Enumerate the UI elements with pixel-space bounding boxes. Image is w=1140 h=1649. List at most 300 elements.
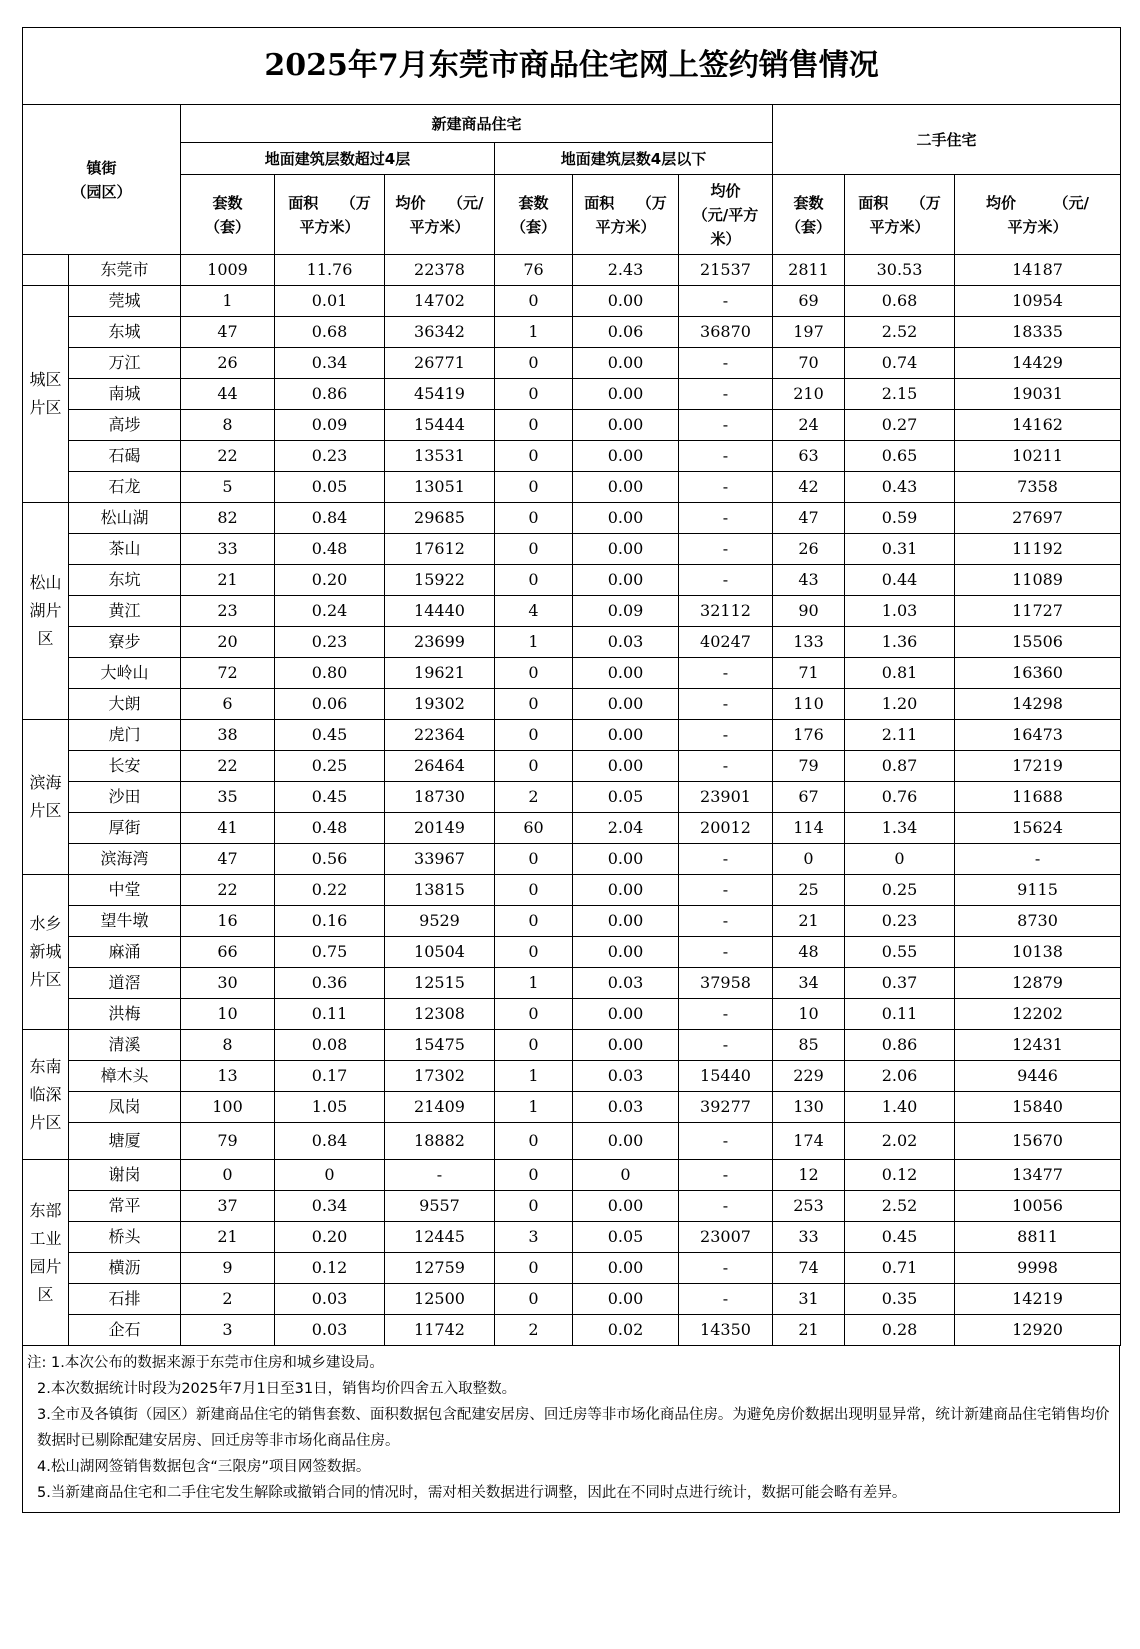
table-cell: 0.00	[573, 875, 679, 906]
town-name: 企石	[69, 1315, 181, 1346]
table-cell: 0.68	[275, 317, 385, 348]
table-cell: 10211	[955, 441, 1121, 472]
table-cell: 174	[773, 1123, 845, 1160]
table-cell: 0.00	[573, 441, 679, 472]
zone-label: 滨海片区	[23, 720, 69, 875]
table-cell: 14350	[679, 1315, 773, 1346]
note-item: 5.当新建商品住宅和二手住宅发生解除或撤销合同的情况时，需对相关数据进行调整，因此在不同时点进行统计，数据可能会略有差异。	[37, 1485, 907, 1501]
table-cell: 63	[773, 441, 845, 472]
table-cell: 0.35	[845, 1284, 955, 1315]
table-cell: 21	[181, 565, 275, 596]
table-row	[23, 1222, 1121, 1253]
table-cell: 42	[773, 472, 845, 503]
table-cell: 15670	[955, 1123, 1121, 1160]
table-cell: 0.03	[573, 968, 679, 999]
table-cell: 0.00	[573, 348, 679, 379]
table-cell: 0.00	[573, 472, 679, 503]
town-name: 茶山	[69, 534, 181, 565]
col-header-line: 套数	[793, 193, 824, 212]
table-cell: 19302	[385, 689, 495, 720]
table-cell: 71	[773, 658, 845, 689]
town-name: 凤岗	[69, 1092, 181, 1123]
table-cell: 18730	[385, 782, 495, 813]
town-name: 塘厦	[69, 1123, 181, 1160]
table-cell: 82	[181, 503, 275, 534]
col-header-line: 平方米）	[869, 217, 930, 236]
table-cell: 12445	[385, 1222, 495, 1253]
table-cell: 79	[181, 1123, 275, 1160]
col-header-line: 平方米）	[1007, 217, 1068, 236]
table-cell: 15475	[385, 1030, 495, 1061]
town-name: 桥头	[69, 1222, 181, 1253]
table-cell: -	[679, 658, 773, 689]
town-name: 石碣	[69, 441, 181, 472]
table-row-city	[23, 255, 1121, 286]
town-name: 黄江	[69, 596, 181, 627]
town-name: 厚街	[69, 813, 181, 844]
table-cell: 43	[773, 565, 845, 596]
table-cell: 0.75	[275, 937, 385, 968]
table-cell: 22	[181, 441, 275, 472]
table-cell: 110	[773, 689, 845, 720]
table-cell: 197	[773, 317, 845, 348]
table-cell: -	[679, 1284, 773, 1315]
table-cell: -	[679, 534, 773, 565]
table-cell: 11688	[955, 782, 1121, 813]
table-cell: 7358	[955, 472, 1121, 503]
table-row	[23, 720, 1121, 751]
table-cell: 11742	[385, 1315, 495, 1346]
table-cell: 0.00	[573, 720, 679, 751]
table-cell: 0.09	[573, 596, 679, 627]
table-cell: 0	[773, 844, 845, 875]
table-cell: 0.00	[573, 1253, 679, 1284]
table-cell: 6	[181, 689, 275, 720]
table-cell: 12431	[955, 1030, 1121, 1061]
table-row	[23, 1160, 1121, 1191]
table-cell: 1.20	[845, 689, 955, 720]
city-name: 东莞市	[69, 255, 181, 286]
table-cell: 0	[495, 379, 573, 410]
table-cell: 14702	[385, 286, 495, 317]
table-cell: 2.43	[573, 255, 679, 286]
table-row	[23, 1092, 1121, 1123]
table-row	[23, 689, 1121, 720]
table-cell: 1.34	[845, 813, 955, 844]
zone-label: 松山湖片区	[23, 503, 69, 720]
table-cell: 0.00	[573, 503, 679, 534]
table-row	[23, 379, 1121, 410]
table-cell: 0	[495, 1191, 573, 1222]
sales-table	[22, 27, 1121, 1346]
table-cell: 1	[495, 1092, 573, 1123]
table-cell: 47	[181, 844, 275, 875]
table-cell: 23	[181, 596, 275, 627]
table-cell: 0.16	[275, 906, 385, 937]
table-cell: 13	[181, 1061, 275, 1092]
notes-section	[22, 1346, 1120, 1513]
table-cell: 0.87	[845, 751, 955, 782]
town-name: 虎门	[69, 720, 181, 751]
col-header-line: 均价 （元/	[395, 193, 484, 212]
col-header-under4-price	[679, 175, 773, 255]
col-header-line: 均价	[710, 181, 741, 200]
table-cell: 12515	[385, 968, 495, 999]
table-cell: 66	[181, 937, 275, 968]
table-cell: 1.05	[275, 1092, 385, 1123]
table-cell: 0.25	[845, 875, 955, 906]
table-cell: 13531	[385, 441, 495, 472]
table-cell: 67	[773, 782, 845, 813]
col-header-under4-area	[573, 175, 679, 255]
col-header-line: 平方米）	[299, 217, 360, 236]
table-cell: 0.23	[275, 441, 385, 472]
table-cell: 0	[495, 658, 573, 689]
table-cell: 13051	[385, 472, 495, 503]
table-cell: 0.00	[573, 1191, 679, 1222]
table-cell: 0.00	[573, 658, 679, 689]
note-item: 3.全市及各镇街（园区）新建商品住宅的销售套数、面积数据包含配建安居房、回迁房等非市场化商品住房。为避免房价数据出现明显异常，统计新建商品住宅销售均价数据时已剔除配建安居房、回迁房等非市场化商品住房。	[37, 1407, 1110, 1449]
table-cell: 2	[181, 1284, 275, 1315]
table-cell: 12500	[385, 1284, 495, 1315]
table-cell: 0.45	[845, 1222, 955, 1253]
table-cell: 0.00	[573, 751, 679, 782]
table-cell: 15840	[955, 1092, 1121, 1123]
table-cell: 2.52	[845, 317, 955, 348]
town-name: 石龙	[69, 472, 181, 503]
table-cell: 23901	[679, 782, 773, 813]
table-cell: 36870	[679, 317, 773, 348]
table-cell: 30	[181, 968, 275, 999]
table-cell: 14298	[955, 689, 1121, 720]
col-header-line: 平方米）	[595, 217, 656, 236]
table-cell: 10954	[955, 286, 1121, 317]
table-cell: 20149	[385, 813, 495, 844]
table-cell: 1009	[181, 255, 275, 286]
table-cell: 0.48	[275, 534, 385, 565]
region-header-line1: 镇街	[86, 158, 117, 177]
town-name: 南城	[69, 379, 181, 410]
table-cell: -	[679, 379, 773, 410]
town-name: 麻涌	[69, 937, 181, 968]
table-cell: 26464	[385, 751, 495, 782]
page-title: 2025年7月东莞市商品住宅网上签约销售情况	[23, 28, 1121, 105]
table-cell: 1	[495, 627, 573, 658]
col-header-over4-count	[181, 175, 275, 255]
table-cell: 23699	[385, 627, 495, 658]
table-cell: 26771	[385, 348, 495, 379]
table-cell: 0.09	[275, 410, 385, 441]
town-name: 寮步	[69, 627, 181, 658]
table-cell: 0.86	[275, 379, 385, 410]
table-cell: 3	[495, 1222, 573, 1253]
note-item: 注: 1.本次公布的数据来源于东莞市住房和城乡建设局。	[27, 1355, 384, 1371]
table-row	[23, 1123, 1121, 1160]
col-header-over4-price	[385, 175, 495, 255]
table-row	[23, 658, 1121, 689]
table-cell: 79	[773, 751, 845, 782]
town-name: 松山湖	[69, 503, 181, 534]
table-cell: 1.03	[845, 596, 955, 627]
table-cell: 44	[181, 379, 275, 410]
table-cell: 0.25	[275, 751, 385, 782]
table-cell: 0	[495, 751, 573, 782]
table-cell: 0.03	[275, 1284, 385, 1315]
col-header-second-area	[845, 175, 955, 255]
col-header-line: （套）	[204, 217, 250, 236]
table-row	[23, 906, 1121, 937]
table-cell: 47	[773, 503, 845, 534]
table-cell: 10	[773, 999, 845, 1030]
table-row	[23, 1191, 1121, 1222]
table-cell: 0	[495, 472, 573, 503]
table-row	[23, 968, 1121, 999]
town-name: 樟木头	[69, 1061, 181, 1092]
town-name: 道滘	[69, 968, 181, 999]
table-cell: 19621	[385, 658, 495, 689]
table-cell: 0.56	[275, 844, 385, 875]
table-row	[23, 1284, 1121, 1315]
table-cell: 70	[773, 348, 845, 379]
table-cell: 0.23	[845, 906, 955, 937]
table-row	[23, 503, 1121, 534]
table-cell: 0.37	[845, 968, 955, 999]
table-cell: 0.01	[275, 286, 385, 317]
town-name: 横沥	[69, 1253, 181, 1284]
table-cell: 0	[495, 1123, 573, 1160]
table-cell: 38	[181, 720, 275, 751]
table-row	[23, 472, 1121, 503]
table-cell: 36342	[385, 317, 495, 348]
table-cell: 0.28	[845, 1315, 955, 1346]
table-cell: 13477	[955, 1160, 1121, 1191]
table-cell: 0.22	[275, 875, 385, 906]
col-header-second-price	[955, 175, 1121, 255]
table-cell: -	[679, 472, 773, 503]
table-cell: 0.03	[573, 627, 679, 658]
zone-label: 东部工业园片区	[23, 1160, 69, 1346]
table-cell: 229	[773, 1061, 845, 1092]
table-cell: -	[679, 720, 773, 751]
table-cell: 0.31	[845, 534, 955, 565]
table-cell: 0.00	[573, 286, 679, 317]
table-cell: 21	[773, 1315, 845, 1346]
table-cell: 10	[181, 999, 275, 1030]
table-cell: 0.06	[573, 317, 679, 348]
table-cell: 0.34	[275, 1191, 385, 1222]
table-cell: 0.02	[573, 1315, 679, 1346]
col-header-line: 面积 （万	[584, 193, 667, 212]
table-cell: 20	[181, 627, 275, 658]
table-cell: 9	[181, 1253, 275, 1284]
town-name: 清溪	[69, 1030, 181, 1061]
table-row	[23, 1253, 1121, 1284]
table-cell: 114	[773, 813, 845, 844]
table-cell: -	[679, 348, 773, 379]
table-cell: 18335	[955, 317, 1121, 348]
col-header-line: 套数	[518, 193, 549, 212]
table-cell: 8811	[955, 1222, 1121, 1253]
table-cell: 0.00	[573, 565, 679, 596]
table-cell: 13815	[385, 875, 495, 906]
town-name: 洪梅	[69, 999, 181, 1030]
table-cell: 0.20	[275, 1222, 385, 1253]
table-cell: 5	[181, 472, 275, 503]
table-cell: 41	[181, 813, 275, 844]
table-cell: 21537	[679, 255, 773, 286]
table-cell: 1	[495, 1061, 573, 1092]
table-cell: 0.71	[845, 1253, 955, 1284]
table-cell: 130	[773, 1092, 845, 1123]
table-cell: 8	[181, 1030, 275, 1061]
table-row	[23, 1315, 1121, 1346]
table-cell: 0.68	[845, 286, 955, 317]
table-cell: -	[679, 751, 773, 782]
table-row	[23, 596, 1121, 627]
table-cell: 10138	[955, 937, 1121, 968]
table-cell: 31	[773, 1284, 845, 1315]
table-cell: 0	[495, 410, 573, 441]
table-cell: 0	[495, 844, 573, 875]
table-cell: 12879	[955, 968, 1121, 999]
table-cell: 33	[773, 1222, 845, 1253]
table-cell: 1	[495, 317, 573, 348]
town-name: 望牛墩	[69, 906, 181, 937]
col-header-line: 平方米）	[409, 217, 470, 236]
town-name: 东坑	[69, 565, 181, 596]
table-cell: 0.36	[275, 968, 385, 999]
table-cell: 14187	[955, 255, 1121, 286]
table-cell: 24	[773, 410, 845, 441]
table-cell: 25	[773, 875, 845, 906]
table-cell: 3	[181, 1315, 275, 1346]
table-cell: 0.65	[845, 441, 955, 472]
table-cell: 12202	[955, 999, 1121, 1030]
table-cell: 253	[773, 1191, 845, 1222]
table-cell: 0.80	[275, 658, 385, 689]
table-cell: 20012	[679, 813, 773, 844]
table-cell: 0.12	[845, 1160, 955, 1191]
town-name: 沙田	[69, 782, 181, 813]
table-cell: 23007	[679, 1222, 773, 1253]
table-cell: 45419	[385, 379, 495, 410]
table-row	[23, 751, 1121, 782]
table-cell: 0.06	[275, 689, 385, 720]
table-cell: 74	[773, 1253, 845, 1284]
table-cell: -	[679, 1123, 773, 1160]
under4-header: 地面建筑层数4层以下	[495, 143, 773, 175]
town-name: 常平	[69, 1191, 181, 1222]
table-cell: 22	[181, 875, 275, 906]
table-row	[23, 1030, 1121, 1061]
table-cell: 0.84	[275, 503, 385, 534]
table-cell: 0	[573, 1160, 679, 1191]
table-cell: 10504	[385, 937, 495, 968]
table-cell: 40247	[679, 627, 773, 658]
note-item: 2.本次数据统计时段为2025年7月1日至31日，销售均价四舍五入取整数。	[37, 1381, 517, 1397]
table-cell: 21	[181, 1222, 275, 1253]
table-cell: 0.27	[845, 410, 955, 441]
table-cell: 9115	[955, 875, 1121, 906]
table-cell: 0.00	[573, 1284, 679, 1315]
table-cell: 16	[181, 906, 275, 937]
table-cell: -	[679, 689, 773, 720]
col-header-line: （元/平方	[692, 205, 759, 224]
table-row	[23, 348, 1121, 379]
table-row	[23, 813, 1121, 844]
table-cell: 9446	[955, 1061, 1121, 1092]
table-cell: 2.52	[845, 1191, 955, 1222]
table-cell: 33967	[385, 844, 495, 875]
table-cell: 0	[495, 348, 573, 379]
table-cell: 12920	[955, 1315, 1121, 1346]
town-name: 长安	[69, 751, 181, 782]
table-cell: 9529	[385, 906, 495, 937]
over4-header: 地面建筑层数超过4层	[181, 143, 495, 175]
table-cell: 0.00	[573, 1123, 679, 1160]
town-name: 高埗	[69, 410, 181, 441]
table-cell: 0.74	[845, 348, 955, 379]
table-cell: 0	[495, 503, 573, 534]
table-cell: 2.06	[845, 1061, 955, 1092]
table-row	[23, 317, 1121, 348]
table-cell: 0.48	[275, 813, 385, 844]
table-cell: 0.23	[275, 627, 385, 658]
town-name: 大岭山	[69, 658, 181, 689]
table-cell: 0.20	[275, 565, 385, 596]
table-cell: 9998	[955, 1253, 1121, 1284]
table-cell: 0.05	[275, 472, 385, 503]
table-cell: 72	[181, 658, 275, 689]
table-cell: 0	[495, 689, 573, 720]
table-cell: 15444	[385, 410, 495, 441]
table-cell: 27697	[955, 503, 1121, 534]
table-cell: -	[679, 844, 773, 875]
col-header-second-count	[773, 175, 845, 255]
col-header-line: 面积 （万	[288, 193, 371, 212]
table-cell: -	[679, 286, 773, 317]
table-cell: 176	[773, 720, 845, 751]
table-cell: 2	[495, 782, 573, 813]
new-housing-header: 新建商品住宅	[181, 105, 773, 143]
table-cell: 0	[495, 565, 573, 596]
table-cell: 0.00	[573, 999, 679, 1030]
table-cell: 8	[181, 410, 275, 441]
table-cell: 1	[495, 968, 573, 999]
table-cell: 11192	[955, 534, 1121, 565]
table-cell: 10056	[955, 1191, 1121, 1222]
table-row	[23, 875, 1121, 906]
table-cell: -	[679, 565, 773, 596]
table-cell: 100	[181, 1092, 275, 1123]
table-cell: 0.11	[275, 999, 385, 1030]
table-row	[23, 1061, 1121, 1092]
city-blank-cell	[23, 255, 69, 286]
table-cell: 0	[495, 1030, 573, 1061]
table-cell: 0.81	[845, 658, 955, 689]
table-cell: 18882	[385, 1123, 495, 1160]
table-cell: -	[679, 410, 773, 441]
table-cell: 0.84	[275, 1123, 385, 1160]
table-cell: 60	[495, 813, 573, 844]
table-cell: 0.76	[845, 782, 955, 813]
table-row	[23, 286, 1121, 317]
table-cell: 0.03	[573, 1092, 679, 1123]
zone-label: 东南临深片区	[23, 1030, 69, 1160]
town-name: 中堂	[69, 875, 181, 906]
table-cell: 11.76	[275, 255, 385, 286]
table-cell: 22378	[385, 255, 495, 286]
